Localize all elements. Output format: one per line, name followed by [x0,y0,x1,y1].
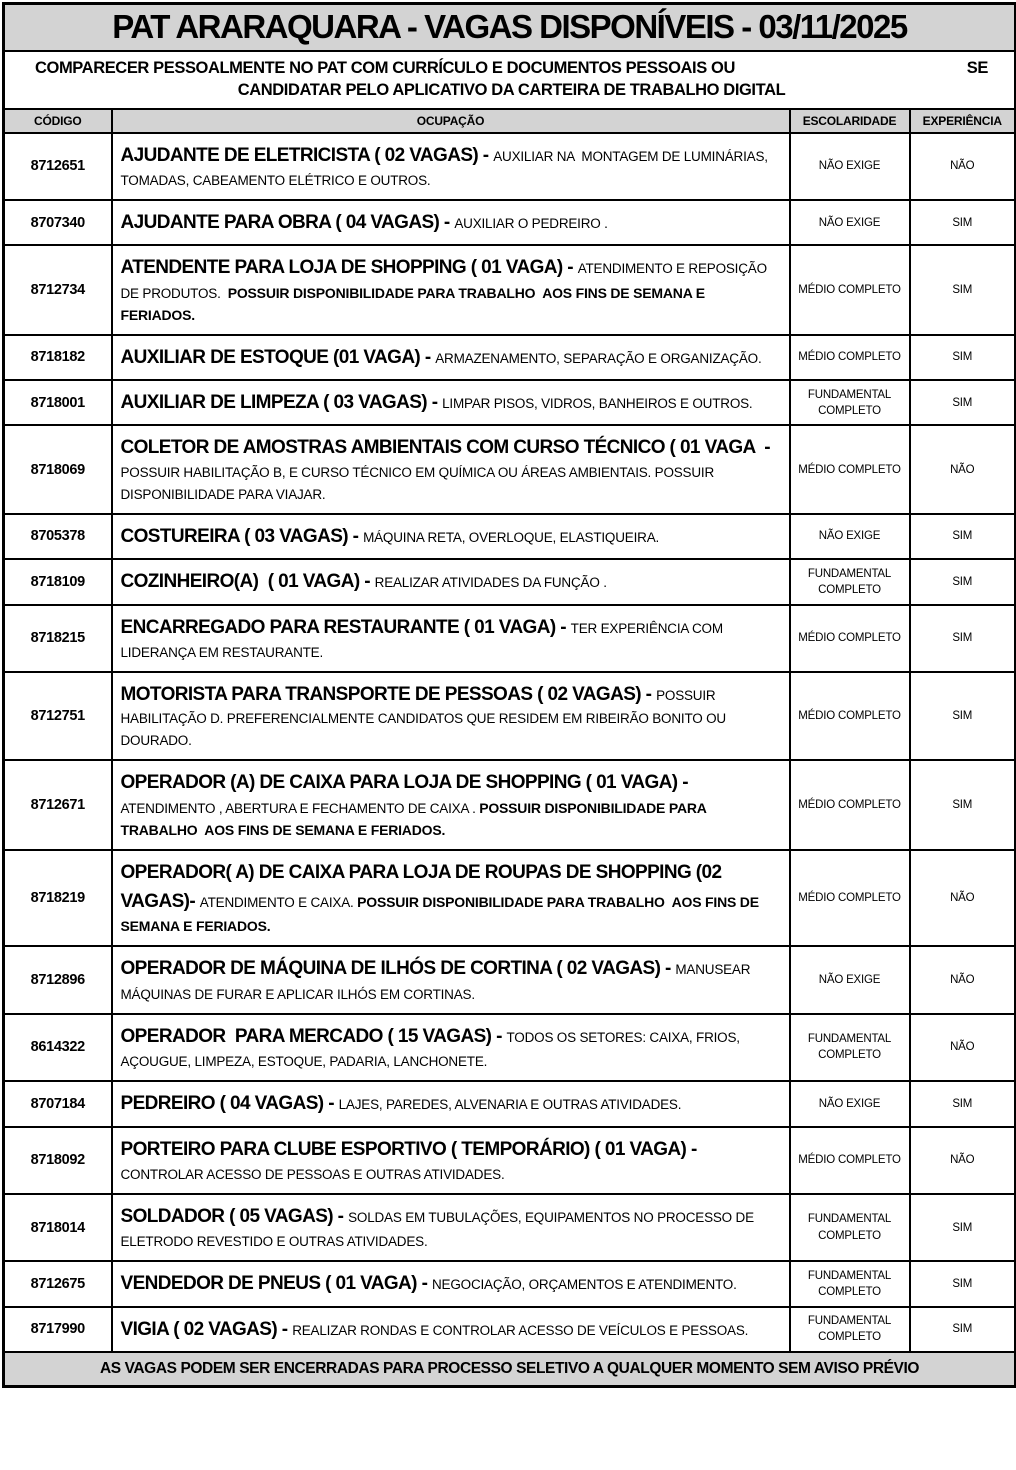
column-header-escolaridade: ESCOLARIDADE [790,109,910,133]
job-description: AUXILIAR NA MONTAGEM DE LUMINÁRIAS, TOMADAS, CABEAMENTO ELÉTRICO E OUTROS. [120,148,772,188]
job-description: ATENDIMENTO , ABERTURA E FECHAMENTO DE CAIXA . [120,800,480,816]
table-row [4,850,1016,947]
notice-text-right: SE [966,59,988,77]
job-occupation-cell [112,760,790,849]
job-title: MOTORISTA PARA TRANSPORTE DE PESSOAS ( 02 VAGAS) - [120,684,657,705]
job-experience: NÃO [910,133,1016,200]
job-code: 8712651 [4,133,112,200]
title-row [4,4,1016,52]
job-title: VENDEDOR DE PNEUS ( 01 VAGA) - [120,1273,432,1295]
job-description: CONTROLAR ACESSO DE PESSOAS E OUTRAS ATIVIDADES. [120,1166,505,1182]
table-row [4,1014,1016,1081]
job-schooling: NÃO EXIGE [790,133,910,200]
job-description: LIMPAR PISOS, VIDROS, BANHEIROS E OUTROS. [442,396,753,412]
job-experience: SIM [910,1261,1016,1306]
job-schooling: MÉDIO COMPLETO [790,425,910,513]
job-schooling: MÉDIO COMPLETO [790,760,910,849]
job-description: TER EXPERIÊNCIA COM LIDERANÇA EM RESTAURANTE. [120,620,727,661]
job-occupation-cell [112,380,790,425]
job-description: MÁQUINA RETA, OVERLOQUE, ELASTIQUEIRA. [363,529,660,545]
job-schooling: NÃO EXIGE [790,200,910,245]
job-title: OPERADOR (A) DE CAIXA PARA LOJA DE SHOPPING ( 01 VAGA) - [120,772,693,794]
job-code: 8718109 [4,559,112,604]
notice-line-2: CANDIDATAR PELO APLICATIVO DA CARTEIRA DE TRABALHO DIGITAL [237,81,786,100]
column-header-row [4,109,1016,133]
job-code: 8718215 [4,605,112,672]
job-schooling: FUNDAMENTAL COMPLETO [790,1014,910,1081]
job-code: 8717990 [4,1307,112,1352]
job-description: ATENDIMENTO E CAIXA. [199,895,358,910]
job-experience: SIM [910,1194,1016,1261]
job-title: SOLDADOR ( 05 VAGAS) - [120,1205,349,1227]
job-experience: SIM [910,245,1016,334]
job-occupation-cell [112,1194,790,1261]
job-title: COSTUREIRA ( 03 VAGAS) - [120,525,364,547]
table-row [4,1081,1016,1126]
job-description: ARMAZENAMENTO, SEPARAÇÃO E ORGANIZAÇÃO. [435,350,762,366]
notice-cell [4,51,1016,109]
job-description: ATENDIMENTO E REPOSIÇÃO DE PRODUTOS. [120,261,771,301]
job-title: AUXILIAR DE ESTOQUE (01 VAGA) - [120,346,436,368]
job-title: COLETOR DE AMOSTRAS AMBIENTAIS COM CURSO TÉCNICO ( 01 VAGA - [120,437,775,459]
job-title: PEDREIRO ( 04 VAGAS) - [120,1093,339,1115]
job-schooling: FUNDAMENTAL COMPLETO [790,1261,910,1306]
job-experience: SIM [910,1307,1016,1352]
job-experience: SIM [910,380,1016,425]
job-experience: NÃO [910,425,1016,513]
job-title: AUXILIAR DE LIMPEZA ( 03 VAGAS) - [120,392,443,414]
job-title: AJUDANTE PARA OBRA ( 04 VAGAS) - [120,211,455,233]
table-row [4,514,1016,559]
job-experience: NÃO [910,850,1016,947]
job-title: ATENDENTE PARA LOJA DE SHOPPING ( 01 VAGA) - [120,257,578,279]
job-experience: NÃO [910,1014,1016,1081]
document-page [2,0,1014,1388]
job-occupation-cell [112,514,790,559]
job-description: REALIZAR RONDAS E CONTROLAR ACESSO DE VEÍCULOS E PESSOAS. [292,1322,749,1338]
job-title: VIGIA ( 02 VAGAS) - [120,1318,293,1340]
job-code: 8712896 [4,946,112,1013]
job-occupation-cell [112,1014,790,1081]
job-occupation-cell [112,1127,790,1194]
job-title: AJUDANTE DE ELETRICISTA ( 02 VAGAS) - [120,144,494,166]
table-row [4,672,1016,760]
job-code: 8614322 [4,1014,112,1081]
job-schooling: FUNDAMENTAL COMPLETO [790,1307,910,1352]
job-experience: SIM [910,605,1016,672]
job-code: 8707184 [4,1081,112,1126]
job-occupation-cell [112,559,790,604]
column-header-codigo: CÓDIGO [4,109,112,133]
job-description: AUXILIAR O PEDREIRO . [454,215,608,231]
job-occupation-cell [112,605,790,672]
job-code: 8718182 [4,335,112,380]
job-description: POSSUIR HABILITAÇÃO D. PREFERENCIALMENTE CANDIDATOS QUE RESIDEM EM RIBEIRÃO BONITO OU DOURADO. [120,688,730,749]
table-row [4,133,1016,200]
job-schooling: NÃO EXIGE [790,946,910,1013]
job-code: 8712734 [4,245,112,334]
table-row [4,1127,1016,1194]
job-code: 8712675 [4,1261,112,1306]
job-occupation-cell [112,335,790,380]
notice-row [4,51,1016,109]
job-schooling: FUNDAMENTAL COMPLETO [790,1194,910,1261]
job-occupation-cell [112,672,790,760]
table-row [4,946,1016,1013]
job-occupation-cell [112,1307,790,1352]
job-description: MANUSEAR MÁQUINAS DE FURAR E APLICAR ILHÓS EM CORTINAS. [120,962,754,1002]
page-title: PAT ARARAQUARA - VAGAS DISPONÍVEIS - 03/11/2025 [4,4,1016,52]
job-code: 8705378 [4,514,112,559]
job-title: OPERADOR PARA MERCADO ( 15 VAGAS) - [120,1025,507,1047]
job-schooling: MÉDIO COMPLETO [790,335,910,380]
job-experience: NÃO [910,1127,1016,1194]
notice-text-left: COMPARECER PESSOALMENTE NO PAT COM CURRÍCULO E DOCUMENTOS PESSOAIS OU [35,59,735,77]
job-title: OPERADOR DE MÁQUINA DE ILHÓS DE CORTINA ( 02 VAGAS) - [120,958,676,980]
vacancies-table [2,2,1016,1388]
job-schooling: FUNDAMENTAL COMPLETO [790,380,910,425]
job-code: 8707340 [4,200,112,245]
job-experience: SIM [910,200,1016,245]
job-experience: SIM [910,559,1016,604]
job-description: SOLDAS EM TUBULAÇÕES, EQUIPAMENTOS NO PROCESSO DE ELETRODO REVESTIDO E OUTRAS ATIVIDADES. [120,1209,758,1250]
job-schooling: NÃO EXIGE [790,514,910,559]
table-body [4,133,1016,1353]
job-description-bold: POSSUIR DISPONIBILIDADE PARA TRABALHO AOS FINS DE SEMANA E FERIADOS. [120,284,709,323]
job-experience: SIM [910,335,1016,380]
job-schooling: MÉDIO COMPLETO [790,245,910,334]
job-experience: SIM [910,514,1016,559]
table-row [4,605,1016,672]
table-row [4,760,1016,849]
job-occupation-cell [112,1261,790,1306]
job-code: 8712751 [4,672,112,760]
job-schooling: MÉDIO COMPLETO [790,605,910,672]
job-title: PORTEIRO PARA CLUBE ESPORTIVO ( TEMPORÁRIO) ( 01 VAGA) - [120,1138,702,1160]
job-occupation-cell [112,425,790,513]
job-description-bold: POSSUIR DISPONIBILIDADE PARA TRABALHO AOS FINS DE SEMANA E FERIADOS. [120,894,763,935]
job-schooling: MÉDIO COMPLETO [790,850,910,947]
job-code: 8718092 [4,1127,112,1194]
job-experience: SIM [910,1081,1016,1126]
table-row [4,200,1016,245]
job-description: REALIZAR ATIVIDADES DA FUNÇÃO . [374,575,607,591]
job-occupation-cell [112,850,790,947]
job-description: NEGOCIAÇÃO, ORÇAMENTOS E ATENDIMENTO. [432,1277,737,1293]
table-row [4,335,1016,380]
footer-row [4,1352,1016,1387]
job-schooling: FUNDAMENTAL COMPLETO [790,559,910,604]
table-row [4,1307,1016,1352]
column-header-ocupacao: OCUPAÇÃO [112,109,790,133]
job-description: LAJES, PAREDES, ALVENARIA E OUTRAS ATIVIDADES. [338,1097,682,1113]
job-code: 8718014 [4,1194,112,1261]
job-occupation-cell [112,133,790,200]
job-title: OPERADOR( A) DE CAIXA PARA LOJA DE ROUPAS DE SHOPPING (02 VAGAS)- [120,861,727,912]
job-occupation-cell [112,1081,790,1126]
job-experience: NÃO [910,946,1016,1013]
job-title: ENCARREGADO PARA RESTAURANTE ( 01 VAGA) - [120,616,571,638]
job-occupation-cell [112,946,790,1013]
job-schooling: MÉDIO COMPLETO [790,1127,910,1194]
job-description: POSSUIR HABILITAÇÃO B, E CURSO TÉCNICO EM QUÍMICA OU ÁREAS AMBIENTAIS. POSSUIR DISPONIBILIDADE PARA VIAJAR. [120,464,718,502]
table-row [4,425,1016,513]
job-schooling: MÉDIO COMPLETO [790,672,910,760]
table-row [4,1261,1016,1306]
job-description-bold: POSSUIR DISPONIBILIDADE PARA TRABALHO AOS FINS DE SEMANA E FERIADOS. [120,799,710,838]
job-occupation-cell [112,200,790,245]
table-row [4,380,1016,425]
job-experience: SIM [910,672,1016,760]
table-row [4,245,1016,334]
table-row [4,559,1016,604]
job-code: 8718069 [4,425,112,513]
table-row [4,1194,1016,1261]
job-occupation-cell [112,245,790,334]
job-title: COZINHEIRO(A) ( 01 VAGA) - [120,571,375,593]
job-description: TODOS OS SETORES: CAIXA, FRIOS, AÇOUGUE, LIMPEZA, ESTOQUE, PADARIA, LANCHONETE. [120,1029,743,1070]
job-code: 8718219 [4,850,112,947]
notice-line-1 [35,57,988,79]
job-code: 8718001 [4,380,112,425]
footer-notice: AS VAGAS PODEM SER ENCERRADAS PARA PROCESSO SELETIVO A QUALQUER MOMENTO SEM AVISO PRÉVIO [4,1352,1016,1387]
job-schooling: NÃO EXIGE [790,1081,910,1126]
job-experience: SIM [910,760,1016,849]
column-header-experiencia: EXPERIÊNCIA [910,109,1016,133]
job-code: 8712671 [4,760,112,849]
